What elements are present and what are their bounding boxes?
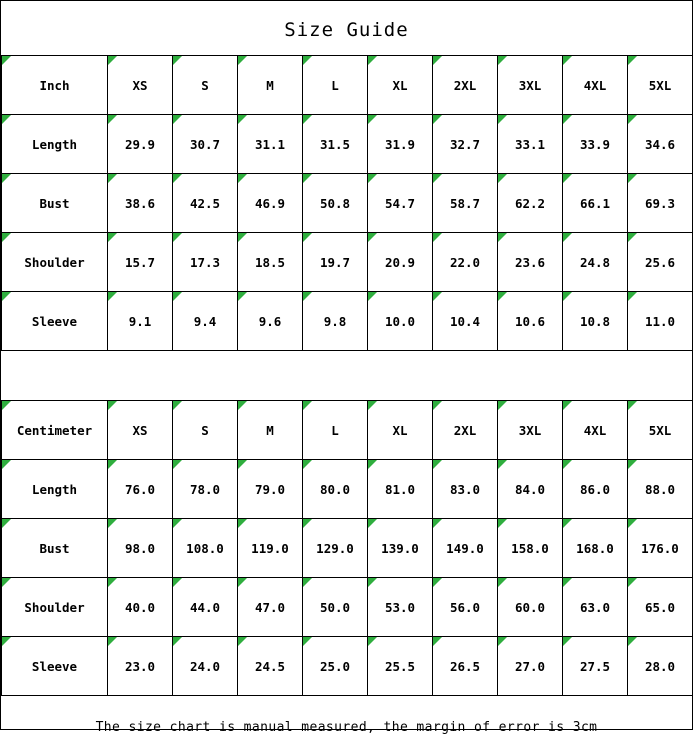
cell-sleeve-s: 9.4 xyxy=(173,292,238,351)
cell-shoulder-l: 50.0 xyxy=(303,578,368,637)
page-title: Size Guide xyxy=(284,19,409,41)
size-header-5xl: 5XL xyxy=(628,56,693,115)
size-header-3xl: 3XL xyxy=(498,401,563,460)
size-header-3xl: 3XL xyxy=(498,56,563,115)
cell-shoulder-5xl: 25.6 xyxy=(628,233,693,292)
cell-shoulder-5xl: 65.0 xyxy=(628,578,693,637)
cell-length-m: 31.1 xyxy=(238,115,303,174)
measure-label-shoulder: Shoulder xyxy=(2,578,108,637)
size-header-2xl: 2XL xyxy=(433,56,498,115)
cell-length-xl: 31.9 xyxy=(368,115,433,174)
table-row-header xyxy=(2,401,693,460)
cell-bust-m: 46.9 xyxy=(238,174,303,233)
cell-length-xs: 29.9 xyxy=(108,115,173,174)
measure-label-sleeve: Sleeve xyxy=(2,637,108,696)
cell-sleeve-3xl: 27.0 xyxy=(498,637,563,696)
cell-bust-l: 50.8 xyxy=(303,174,368,233)
cell-bust-m: 119.0 xyxy=(238,519,303,578)
size-header-4xl: 4XL xyxy=(563,401,628,460)
cell-bust-5xl: 69.3 xyxy=(628,174,693,233)
cell-length-3xl: 84.0 xyxy=(498,460,563,519)
size-tables xyxy=(1,55,692,696)
cell-length-xs: 76.0 xyxy=(108,460,173,519)
cell-length-2xl: 83.0 xyxy=(433,460,498,519)
table-row xyxy=(2,233,693,292)
cell-shoulder-l: 19.7 xyxy=(303,233,368,292)
measurement-note: The size chart is manual measured, the margin of error is 3cm xyxy=(95,720,598,735)
cell-sleeve-5xl: 28.0 xyxy=(628,637,693,696)
cell-length-5xl: 34.6 xyxy=(628,115,693,174)
cell-length-xl: 81.0 xyxy=(368,460,433,519)
size-header-xs: XS xyxy=(108,401,173,460)
cell-shoulder-xl: 20.9 xyxy=(368,233,433,292)
cell-length-4xl: 33.9 xyxy=(563,115,628,174)
cell-shoulder-xs: 15.7 xyxy=(108,233,173,292)
cell-bust-5xl: 176.0 xyxy=(628,519,693,578)
cell-length-2xl: 32.7 xyxy=(433,115,498,174)
cell-sleeve-3xl: 10.6 xyxy=(498,292,563,351)
measure-label-shoulder: Shoulder xyxy=(2,233,108,292)
cell-shoulder-2xl: 22.0 xyxy=(433,233,498,292)
cell-shoulder-3xl: 23.6 xyxy=(498,233,563,292)
cell-bust-2xl: 149.0 xyxy=(433,519,498,578)
cell-length-5xl: 88.0 xyxy=(628,460,693,519)
cell-shoulder-xs: 40.0 xyxy=(108,578,173,637)
cell-shoulder-4xl: 63.0 xyxy=(563,578,628,637)
size-header-m: M xyxy=(238,401,303,460)
cell-sleeve-xs: 23.0 xyxy=(108,637,173,696)
size-header-2xl: 2XL xyxy=(433,401,498,460)
size-header-s: S xyxy=(173,401,238,460)
table-separator xyxy=(1,351,692,400)
cell-bust-s: 108.0 xyxy=(173,519,238,578)
measure-label-length: Length xyxy=(2,115,108,174)
size-header-s: S xyxy=(173,56,238,115)
cell-sleeve-xs: 9.1 xyxy=(108,292,173,351)
table-row xyxy=(2,174,693,233)
size-header-m: M xyxy=(238,56,303,115)
cell-bust-4xl: 66.1 xyxy=(563,174,628,233)
unit-label-inch: Inch xyxy=(2,56,108,115)
measure-label-length: Length xyxy=(2,460,108,519)
table-row xyxy=(2,460,693,519)
cell-bust-l: 129.0 xyxy=(303,519,368,578)
cell-sleeve-m: 9.6 xyxy=(238,292,303,351)
cell-bust-xs: 38.6 xyxy=(108,174,173,233)
cell-sleeve-2xl: 10.4 xyxy=(433,292,498,351)
cell-sleeve-4xl: 27.5 xyxy=(563,637,628,696)
cell-shoulder-xl: 53.0 xyxy=(368,578,433,637)
cell-length-s: 78.0 xyxy=(173,460,238,519)
cell-sleeve-xl: 25.5 xyxy=(368,637,433,696)
cell-sleeve-m: 24.5 xyxy=(238,637,303,696)
size-header-l: L xyxy=(303,56,368,115)
cell-shoulder-2xl: 56.0 xyxy=(433,578,498,637)
size-header-4xl: 4XL xyxy=(563,56,628,115)
cell-shoulder-m: 47.0 xyxy=(238,578,303,637)
cell-bust-3xl: 62.2 xyxy=(498,174,563,233)
cell-shoulder-s: 17.3 xyxy=(173,233,238,292)
cell-length-s: 30.7 xyxy=(173,115,238,174)
cell-length-4xl: 86.0 xyxy=(563,460,628,519)
measure-label-bust: Bust xyxy=(2,174,108,233)
cell-length-l: 31.5 xyxy=(303,115,368,174)
size-header-xs: XS xyxy=(108,56,173,115)
cell-bust-xl: 54.7 xyxy=(368,174,433,233)
measure-label-sleeve: Sleeve xyxy=(2,292,108,351)
cell-bust-xl: 139.0 xyxy=(368,519,433,578)
size-table-centimeter xyxy=(1,400,693,696)
measure-label-bust: Bust xyxy=(2,519,108,578)
cell-length-3xl: 33.1 xyxy=(498,115,563,174)
cell-sleeve-2xl: 26.5 xyxy=(433,637,498,696)
cell-shoulder-m: 18.5 xyxy=(238,233,303,292)
table-row xyxy=(2,637,693,696)
cell-sleeve-xl: 10.0 xyxy=(368,292,433,351)
table-row xyxy=(2,519,693,578)
cell-bust-2xl: 58.7 xyxy=(433,174,498,233)
size-header-xl: XL xyxy=(368,401,433,460)
table-row xyxy=(2,578,693,637)
cell-sleeve-l: 9.8 xyxy=(303,292,368,351)
cell-sleeve-s: 24.0 xyxy=(173,637,238,696)
cell-bust-4xl: 168.0 xyxy=(563,519,628,578)
cell-sleeve-4xl: 10.8 xyxy=(563,292,628,351)
cell-sleeve-5xl: 11.0 xyxy=(628,292,693,351)
cell-shoulder-s: 44.0 xyxy=(173,578,238,637)
cell-bust-xs: 98.0 xyxy=(108,519,173,578)
table-row xyxy=(2,115,693,174)
size-table-inch xyxy=(1,55,693,351)
table-row-header xyxy=(2,56,693,115)
cell-bust-s: 42.5 xyxy=(173,174,238,233)
size-header-xl: XL xyxy=(368,56,433,115)
size-header-5xl: 5XL xyxy=(628,401,693,460)
unit-label-centimeter: Centimeter xyxy=(2,401,108,460)
size-header-l: L xyxy=(303,401,368,460)
cell-shoulder-4xl: 24.8 xyxy=(563,233,628,292)
cell-length-m: 79.0 xyxy=(238,460,303,519)
cell-sleeve-l: 25.0 xyxy=(303,637,368,696)
table-row xyxy=(2,292,693,351)
cell-bust-3xl: 158.0 xyxy=(498,519,563,578)
cell-shoulder-3xl: 60.0 xyxy=(498,578,563,637)
cell-length-l: 80.0 xyxy=(303,460,368,519)
